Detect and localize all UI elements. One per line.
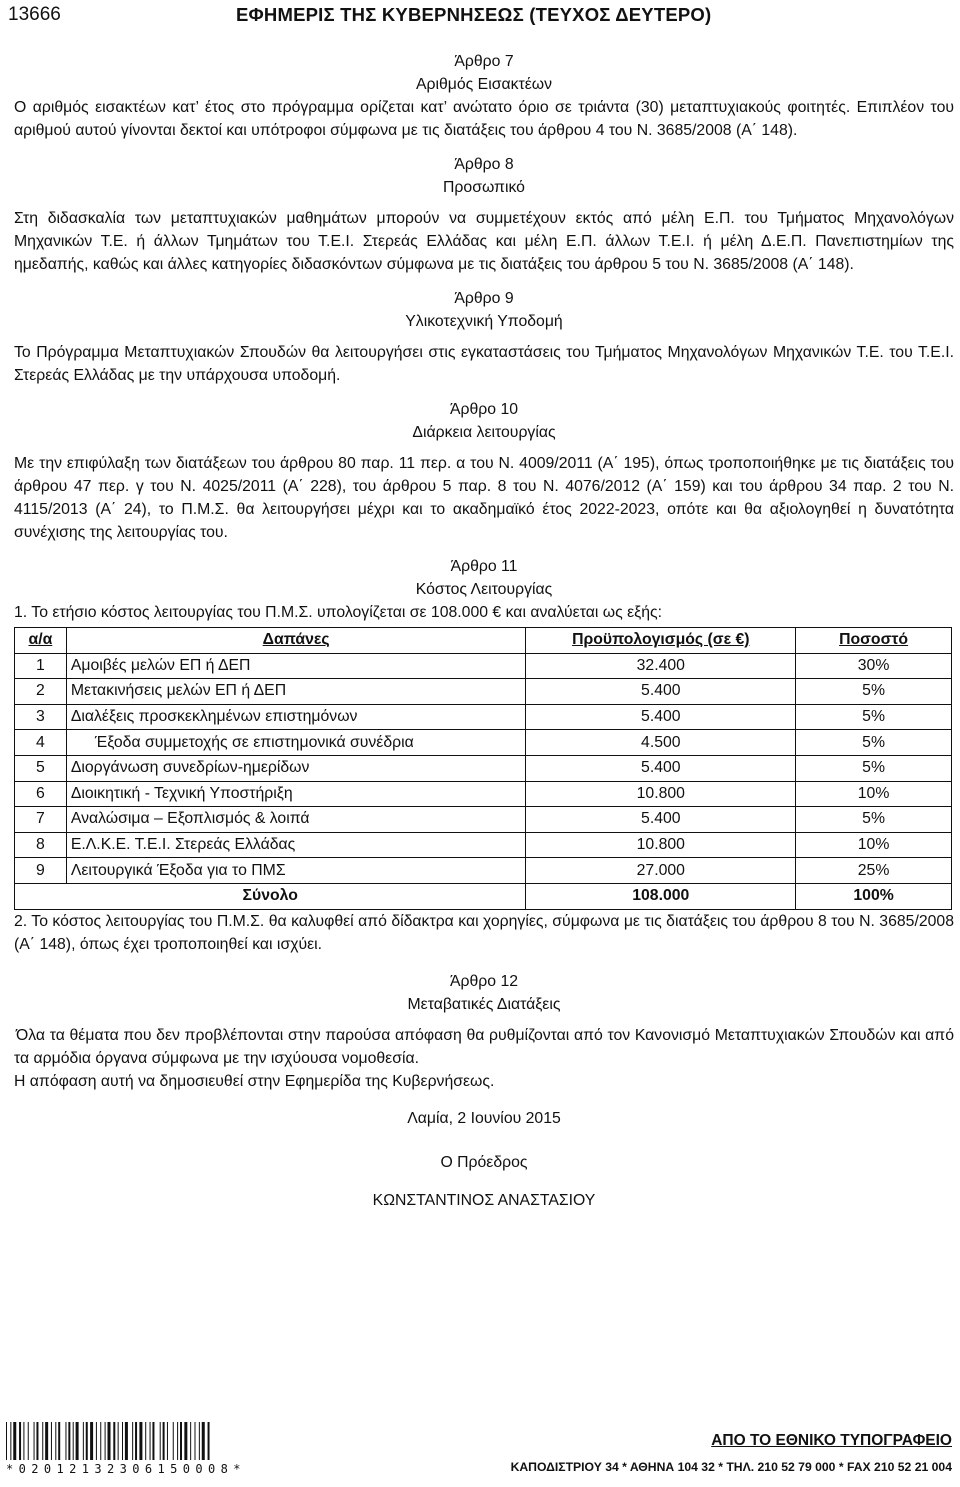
article-title: Αριθμός Εισακτέων: [415, 76, 553, 93]
signatory-role: Ο Πρόεδρος: [440, 1153, 528, 1171]
expense-description: Αναλώσιμα – Εξοπλισμός & λοιπά: [66, 807, 526, 833]
article-text: Ο αριθμός εισακτέων κατ’ έτος στο πρόγραμμα ορίζεται κατ’ ανώτατο όριο σε τριάντα (30) μεταπτυχιακούς φοιτητές. Επιπλέον του αριθμού αυτού γίνονται δεκτοί και υπότροφοι σύμφωνα με τις διατάξεις του άρθρου 4 του Ν. 3685/2008 (Α΄ 148).: [14, 99, 954, 139]
article-title: Προσωπικό: [443, 179, 525, 196]
article-title: Μεταβατικές Διατάξεις: [407, 995, 561, 1013]
percentage-value: 10%: [796, 781, 952, 807]
row-number: 5: [15, 755, 67, 781]
article-number: Άρθρο 10: [449, 401, 519, 418]
journal-title: ΕΦΗΜΕΡΙΣ ΤΗΣ ΚΥΒΕΡΝΗΣΕΩΣ (ΤΕΥΧΟΣ ΔΕΥΤΕΡΟ): [236, 4, 712, 25]
article-text: Το Πρόγραμμα Μεταπτυχιακών Σπουδών θα λειτουργήσει στις εγκαταστάσεις του Τμήματος Μηχανολόγων Μηχανικών Τ.Ε. του Τ.Ε.Ι. Στερεάς Ελλάδας με την υπάρχουσα υποδομή.: [14, 344, 954, 384]
table-row: [15, 679, 952, 705]
table-total-row: [15, 883, 952, 909]
article-11: [14, 555, 954, 956]
total-budget: 108.000: [526, 883, 796, 909]
row-number: 1: [15, 653, 67, 679]
column-header: Προϋπολογισμός (σε €): [526, 628, 796, 654]
barcode-image: [6, 1422, 298, 1460]
expense-description: Λειτουργικά Έξοδα για το ΠΜΣ: [66, 858, 526, 884]
percentage-value: 30%: [796, 653, 952, 679]
expense-description: Αμοιβές μελών ΕΠ ή ΔΕΠ: [66, 653, 526, 679]
article-title: Υλικοτεχνική Υποδομή: [405, 313, 563, 330]
budget-value: 10.800: [526, 781, 796, 807]
article-text: Στη διδασκαλία των μεταπτυχιακών μαθημάτων μπορούν να συμμετέχουν εκτός από μέλη Ε.Π. του Τμήματος Μηχανολόγων Μηχανικών Τ.Ε. ή άλλων Τμημάτων του Τ.Ε.Ι. Στερεάς Ελλάδας και μέλη Ε.Π. άλλων Τ.Ε.Ι. ή μέλη Δ.Ε.Π. Πανεπιστημίων της ημεδαπής, καθώς και άλλες κατηγορίες διδασκόντων σύμφωνα με τις διατάξεις του άρθρου 5 του Ν. 3685/2008 (Α΄ 148).: [14, 210, 954, 273]
publisher-address: ΚΑΠΟΔΙΣΤΡΙΟΥ 34 * ΑΘΗΝΑ 104 32 * ΤΗΛ. 210 52 79 000 * FAX 210 52 21 004: [510, 1460, 952, 1474]
article-title: Κόστος Λειτουργίας: [415, 581, 553, 598]
column-header: Δαπάνες: [66, 628, 526, 654]
article-number: Άρθρο 11: [450, 558, 518, 575]
budget-value: 27.000: [526, 858, 796, 884]
cost-table: [14, 627, 952, 910]
row-number: 9: [15, 858, 67, 884]
total-percentage: 100%: [796, 883, 952, 909]
row-number: 3: [15, 704, 67, 730]
percentage-value: 25%: [796, 858, 952, 884]
budget-value: 5.400: [526, 807, 796, 833]
table-row: [15, 704, 952, 730]
budget-value: 32.400: [526, 653, 796, 679]
publication-order: Η απόφαση αυτή να δημοσιευθεί στην Εφημερίδα της Κυβερνήσεως.: [14, 1072, 495, 1090]
page-header: [8, 4, 952, 30]
table-header-row: [15, 628, 952, 654]
publisher-name: ΑΠΟ ΤΟ ΕΘΝΙΚΟ ΤΥΠΟΓΡΑΦΕΙΟ: [711, 1432, 952, 1449]
article-outro: 2. Το κόστος λειτουργίας του Π.Μ.Σ. θα καλυφθεί από δίδακτρα και χορηγίες, σύμφωνα με τις διατάξεις του άρθρου 8 του Ν. 3685/2008 (Α΄ 148), όπως έχει τροποποιηθεί και ισχύει.: [14, 912, 954, 953]
expense-description: Διοικητική - Τεχνική Υποστήριξη: [66, 781, 526, 807]
article-8: [14, 153, 954, 276]
total-label: Σύνολο: [15, 883, 526, 909]
row-number: 8: [15, 832, 67, 858]
column-header: Ποσοστό: [796, 628, 952, 654]
expense-description: Ε.Λ.Κ.Ε. Τ.Ε.Ι. Στερεάς Ελλάδας: [66, 832, 526, 858]
budget-value: 5.400: [526, 755, 796, 781]
budget-value: 5.400: [526, 704, 796, 730]
column-header: α/α: [15, 628, 67, 654]
table-row: [15, 653, 952, 679]
table-row: [15, 781, 952, 807]
table-row: [15, 807, 952, 833]
row-number: 4: [15, 730, 67, 756]
row-number: 7: [15, 807, 67, 833]
article-text: Με την επιφύλαξη των διατάξεων του άρθρου 80 παρ. 11 περ. α του Ν. 4009/2011 (Α΄ 195), όπως τροποποιήθηκε με τις διατάξεις του άρθρου 47 περ. γ του Ν. 4025/2011 (Α΄ 228), του άρθρου 5 παρ. 8 του Ν. 4076/2012 (Α΄ 159) και του άρθρου 34 παρ. 2 του Ν. 4115/2013 (Α΄ 24), το Π.Μ.Σ. θα λειτουργήσει μέχρι και το ακαδημαϊκό έτος 2022-2023, οπότε και θα αξιολογηθεί η δυνατότητα συνέχισης της λειτουργίας του.: [14, 455, 954, 541]
budget-value: 10.800: [526, 832, 796, 858]
percentage-value: 5%: [796, 704, 952, 730]
article-number: Άρθρο 12: [449, 972, 519, 990]
signatory-name: ΚΩΝΣΤΑΝΤΙΝΟΣ ΑΝΑΣΤΑΣΙΟΥ: [372, 1191, 596, 1209]
barcode-digits: *02012132306150008*: [6, 1462, 246, 1476]
page-number: 13666: [8, 4, 61, 25]
expense-description: Μετακινήσεις μελών ΕΠ ή ΔΕΠ: [66, 679, 526, 705]
article-number: Άρθρο 7: [454, 53, 514, 70]
percentage-value: 5%: [796, 755, 952, 781]
article-text: Όλα τα θέματα που δεν προβλέπονται στην παρούσα απόφαση θα ρυθμίζονται από τον Κανονισμό Μεταπτυχιακών Σπουδών και από τα αρμόδια όργανα σύμφωνα με την ισχύουσα νομοθεσία.: [14, 1026, 954, 1067]
article-9: [14, 287, 954, 387]
document-body: [14, 50, 954, 1212]
article-number: Άρθρο 9: [454, 290, 514, 307]
article-number: Άρθρο 8: [454, 156, 514, 173]
expense-description: Διοργάνωση συνεδρίων-ημερίδων: [66, 755, 526, 781]
table-row: [15, 858, 952, 884]
table-row: [15, 730, 952, 756]
budget-value: 5.400: [526, 679, 796, 705]
row-number: 2: [15, 679, 67, 705]
percentage-value: 5%: [796, 807, 952, 833]
article-title: Διάρκεια λειτουργίας: [412, 424, 556, 441]
budget-value: 4.500: [526, 730, 796, 756]
percentage-value: 10%: [796, 832, 952, 858]
percentage-value: 5%: [796, 730, 952, 756]
article-12: [14, 970, 954, 1093]
expense-description: Έξοδα συμμετοχής σε επιστημονικά συνέδρια: [66, 730, 526, 756]
place-date: Λαμία, 2 Ιουνίου 2015: [407, 1109, 561, 1127]
percentage-value: 5%: [796, 679, 952, 705]
article-7: [14, 50, 954, 142]
article-intro: 1. Το ετήσιο κόστος λειτουργίας του Π.Μ.Σ. υπολογίζεται σε 108.000 € και αναλύεται ως εξής:: [14, 604, 662, 621]
row-number: 6: [15, 781, 67, 807]
expense-description: Διαλέξεις προσκεκλημένων επιστημόνων: [66, 704, 526, 730]
table-row: [15, 832, 952, 858]
article-10: [14, 398, 954, 544]
table-row: [15, 755, 952, 781]
